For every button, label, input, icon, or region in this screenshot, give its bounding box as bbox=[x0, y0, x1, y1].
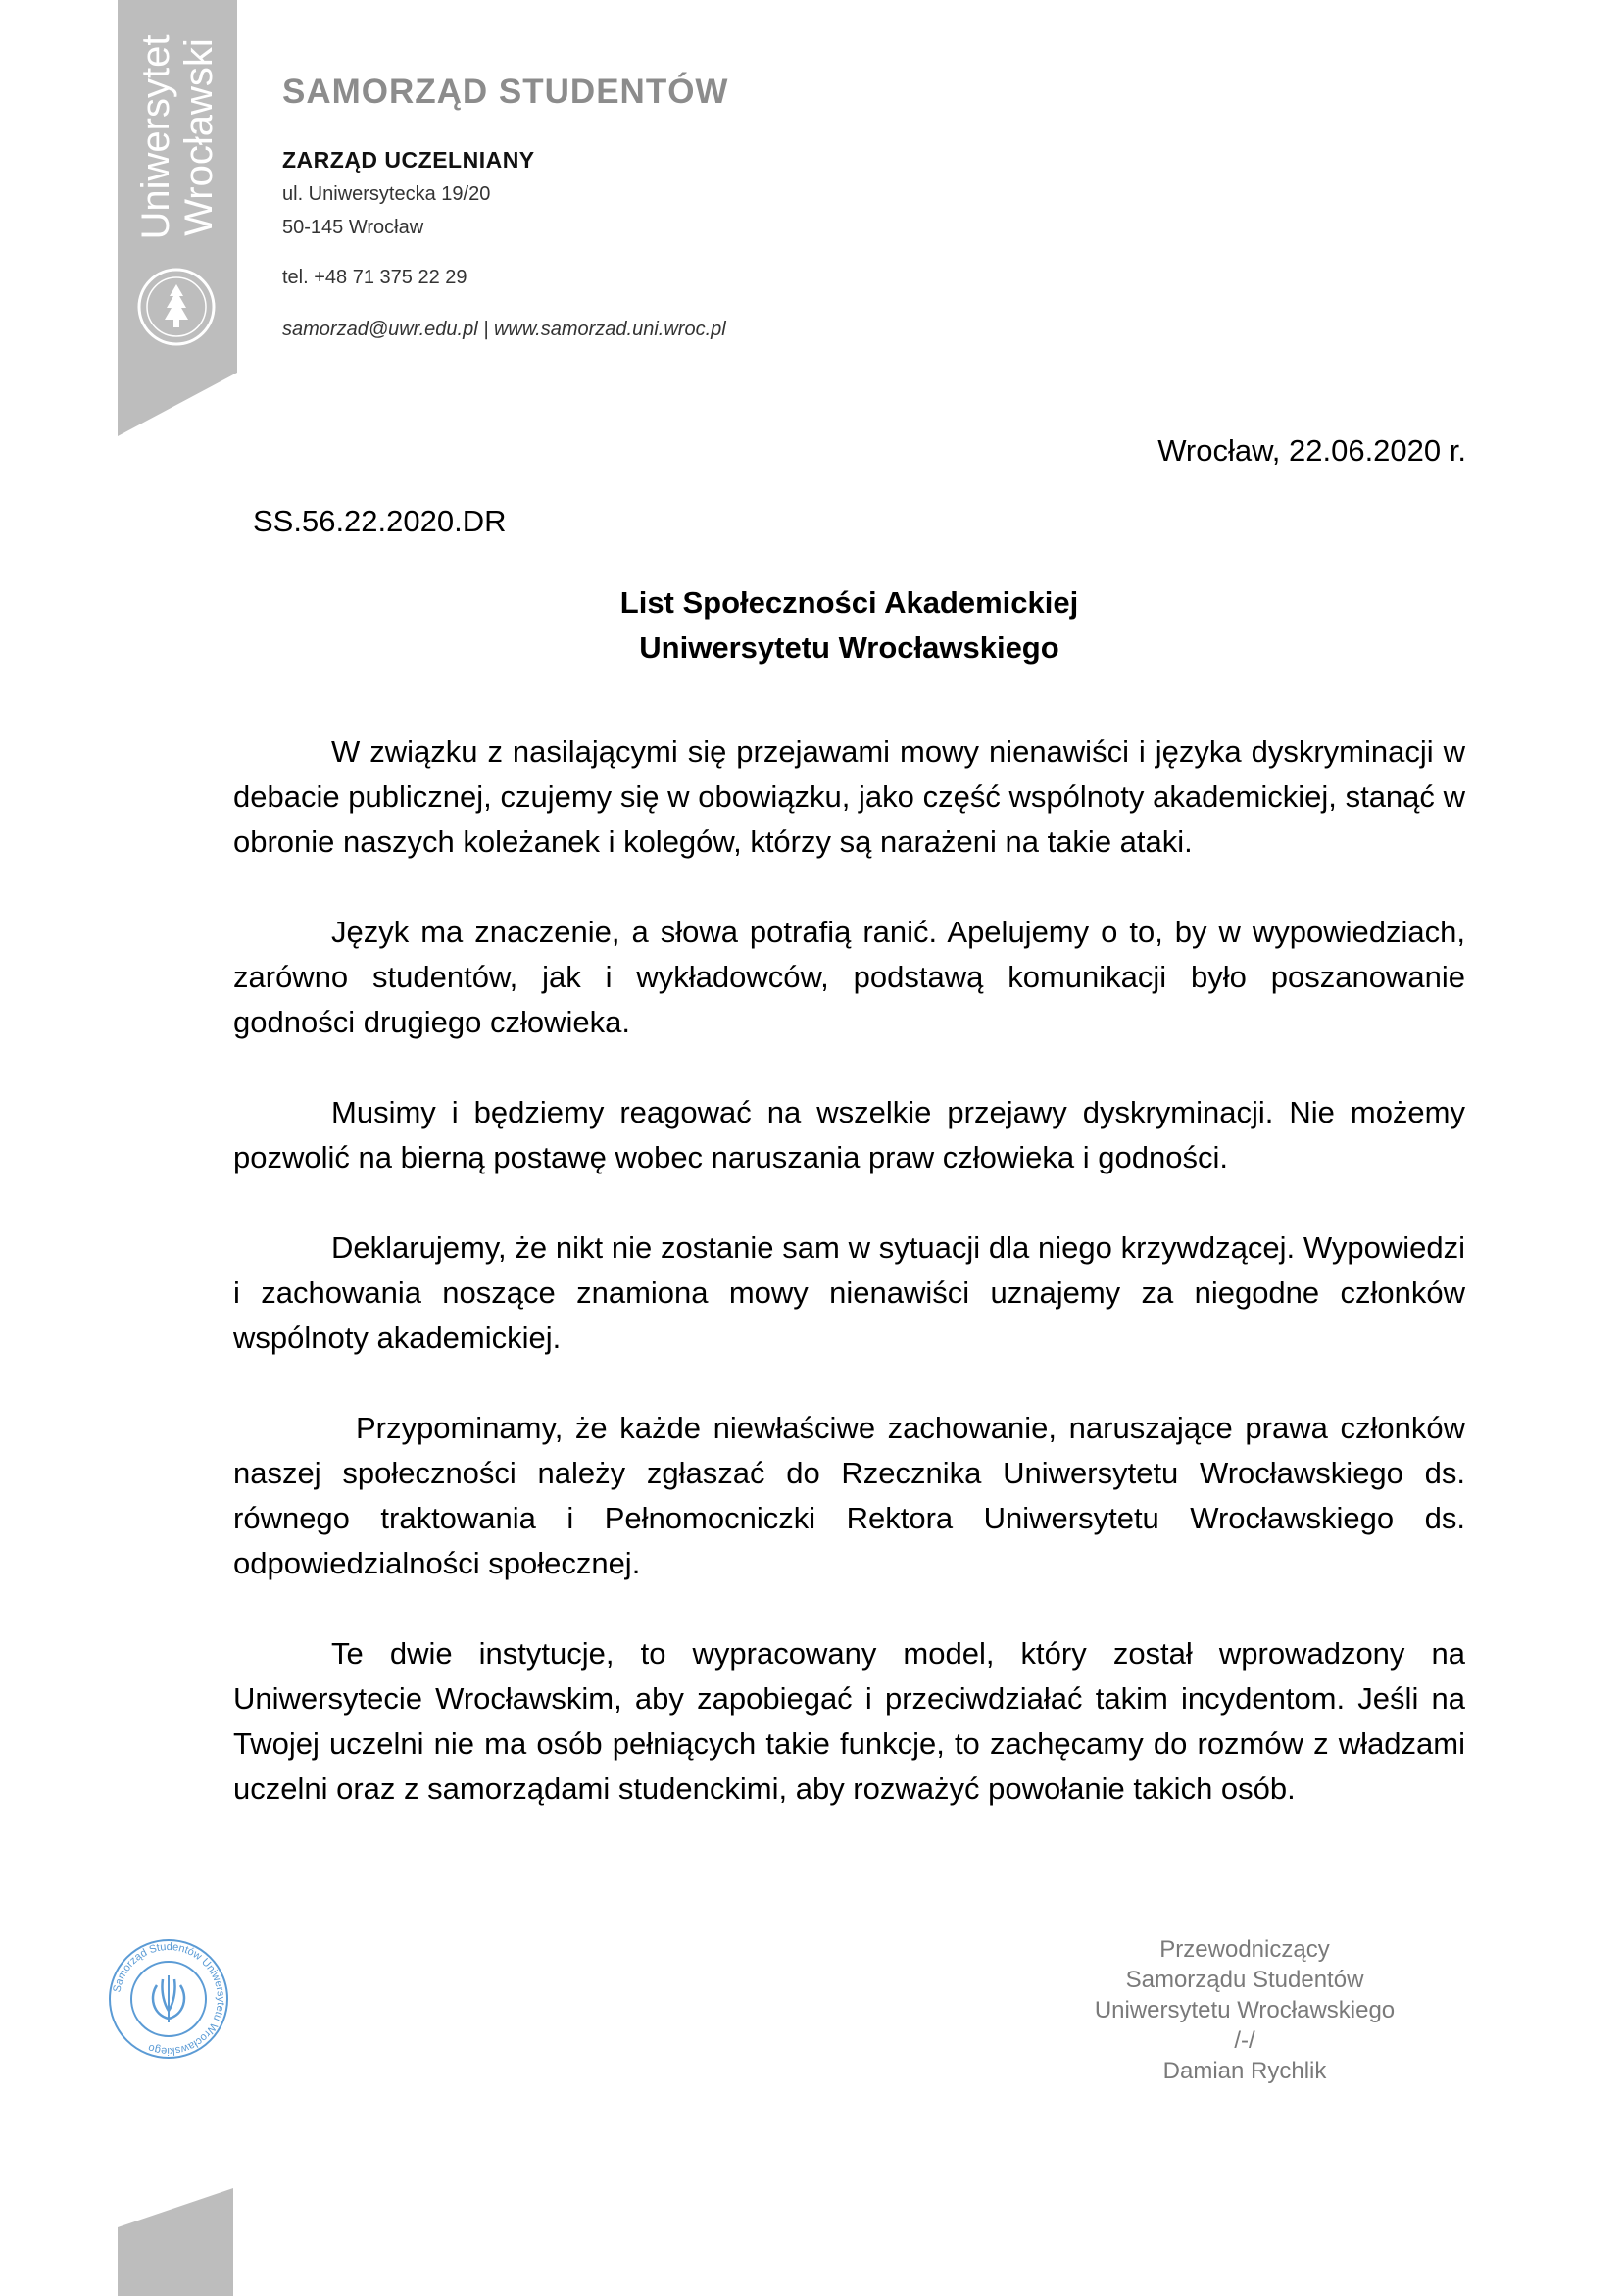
body-paragraph-4: Deklarujemy, że nikt nie zostanie sam w sytuacji dla niego krzywdzącej. Wypowiedzi i zachowania noszące znamiona mowy nienawiści uznajemy za niegodne członków wspólnoty akademickiej. bbox=[233, 1230, 1465, 1355]
body-paragraph-2: Język ma znaczenie, a słowa potrafią ranić. Apelujemy o to, by w wypowiedziach, zarówno studentów, jak i wykładowców, podstawą komunikacji było poszanowanie godności drugiego człowieka. bbox=[233, 915, 1465, 1039]
letter-title bbox=[0, 580, 1623, 671]
body-paragraph-6: Te dwie instytucje, to wypracowany model, który został wprowadzony na Uniwersytecie Wrocławskim, aby zapobiegać i przeciwdziałać takim incydentom. Jeśli na Twojej uczelni nie ma osób pełniących takie funkcje, to zachęcamy do rozmów z władzami uczelni oraz z samorządami studenckimi, aby rozważyć powołanie takich osób. bbox=[233, 1636, 1465, 1806]
signature-role: Przewodniczący bbox=[1159, 1936, 1330, 1963]
header-address-street: ul. Uniwersytecka 19/20 bbox=[282, 183, 491, 205]
header-department: ZARZĄD UCZELNIANY bbox=[282, 147, 535, 173]
signature-body: Samorządu Studentów bbox=[1125, 1967, 1364, 1993]
letter-date: Wrocław, 22.06.2020 r. bbox=[1157, 433, 1466, 468]
ribbon-line2: Wrocławski bbox=[177, 38, 221, 236]
letter-title-line2: Uniwersytetu Wrocławskiego bbox=[639, 630, 1059, 665]
header-contact: samorzad@uwr.edu.pl | www.samorzad.uni.wroc.pl bbox=[282, 319, 726, 340]
body-paragraph-5: Przypominamy, że każde niewłaściwe zachowanie, naruszające prawa członków naszej społeczności należy zgłaszać do Rzecznika Uniwersytetu Wrocławskiego ds. równego traktowania i Pełnomocniczki Rektora Uniwersytetu Wrocławskiego ds. odpowiedzialności społecznej. bbox=[233, 1411, 1465, 1580]
stamp-text: Samorząd Studentów Uniwersytetu Wrocławskiego bbox=[111, 1940, 227, 2058]
signature-block bbox=[1039, 1934, 1451, 2086]
student-council-stamp-icon bbox=[106, 1936, 231, 2062]
ribbon-university-name bbox=[134, 35, 221, 240]
signature-university: Uniwersytetu Wrocławskiego bbox=[1094, 1997, 1396, 2023]
signature-name: Damian Rychlik bbox=[1162, 2058, 1327, 2084]
letter-body bbox=[233, 729, 1465, 1857]
body-paragraph-3: Musimy i będziemy reagować na wszelkie przejawy dyskryminacji. Nie możemy pozwolić na bierną postawę wobec naruszania praw człowieka i godności. bbox=[233, 1095, 1465, 1174]
letter-reference: SS.56.22.2020.DR bbox=[253, 504, 507, 538]
signature-mark: /-/ bbox=[1234, 2027, 1255, 2054]
letter-title-line1: List Społeczności Akademickiej bbox=[619, 585, 1079, 620]
header-phone: tel. +48 71 375 22 29 bbox=[282, 267, 467, 288]
university-seal-icon bbox=[132, 263, 221, 351]
corner-decoration bbox=[118, 2188, 233, 2296]
header-organization: SAMORZĄD STUDENTÓW bbox=[282, 73, 729, 111]
ribbon-line1: Uniwersytet bbox=[134, 34, 177, 240]
header-address-city: 50-145 Wrocław bbox=[282, 217, 424, 238]
body-paragraph-1: W związku z nasilającymi się przejawami mowy nienawiści i języka dyskryminacji w debacie publicznej, czujemy się w obowiązku, jako część wspólnoty akademickiej, stanąć w obronie naszych koleżanek i kolegów, którzy są narażeni na takie ataki. bbox=[233, 734, 1465, 859]
